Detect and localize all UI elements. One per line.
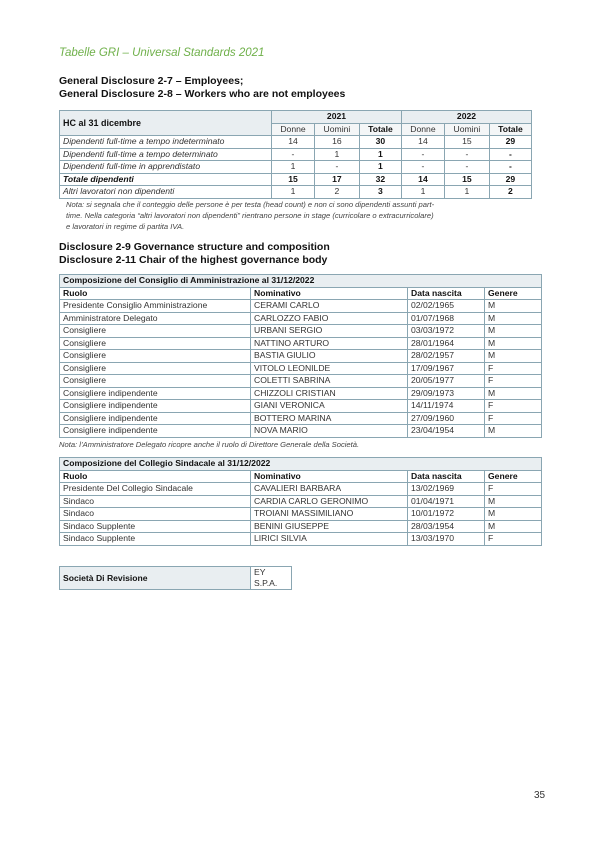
birthdate-cell: 14/11/1974 (408, 400, 485, 413)
gender-cell: M (485, 300, 542, 313)
subheader: Uomini (314, 123, 359, 136)
gender-cell: F (485, 533, 542, 546)
table-row (60, 362, 542, 375)
birthdate-cell: 23/04/1954 (408, 425, 485, 438)
board-note: Nota: l’Amministratore Delegato ricopre anche il ruolo di Direttore Generale della Società. (59, 440, 360, 449)
collegio-table (59, 457, 542, 546)
role-cell: Consigliere (60, 375, 251, 388)
gender-cell: M (485, 312, 542, 325)
table-caption: Composizione del Consiglio di Amministrazione al 31/12/2022 (60, 275, 542, 288)
cell: - (444, 148, 489, 161)
page-number: 35 (534, 790, 546, 801)
table-row (60, 375, 542, 388)
name-cell: CAVALIERI BARBARA (251, 483, 408, 496)
table-row (60, 325, 542, 338)
birthdate-cell: 29/09/1973 (408, 387, 485, 400)
note-line: Nota: si segnala che il conteggio delle persone è per testa (head count) e non ci sono dipendenti assunti part- (66, 200, 435, 209)
row-label: Dipendenti full-time a tempo determinato (60, 148, 272, 161)
row-label: Totale dipendenti (60, 173, 272, 186)
cell: - (489, 148, 531, 161)
column-header: Ruolo (60, 287, 251, 300)
section-title-governance-1: Disclosure 2-9 Governance structure and composition (59, 241, 330, 253)
table-row (60, 350, 542, 363)
row-label: Dipendenti full-time in apprendistato (60, 161, 272, 174)
name-cell: CARLOZZO FABIO (251, 312, 408, 325)
cell: 3 (359, 186, 401, 199)
section-title-governance-2: Disclosure 2-11 Chair of the highest governance body (59, 254, 328, 266)
cell: - (314, 161, 359, 174)
gender-cell: F (485, 362, 542, 375)
cell: 29 (489, 173, 531, 186)
cell: 17 (314, 173, 359, 186)
birthdate-cell: 17/09/1967 (408, 362, 485, 375)
role-cell: Consigliere indipendente (60, 400, 251, 413)
employees-table (59, 110, 532, 199)
cell: 1 (444, 186, 489, 199)
role-cell: Consigliere indipendente (60, 387, 251, 400)
birthdate-cell: 13/03/1970 (408, 533, 485, 546)
table-row-total (60, 173, 532, 186)
cell: 14 (272, 136, 315, 149)
cell: 15 (444, 136, 489, 149)
cell: 14 (401, 136, 444, 149)
table-row (60, 508, 542, 521)
name-cell: CHIZZOLI CRISTIAN (251, 387, 408, 400)
birthdate-cell: 01/07/1968 (408, 312, 485, 325)
table-row (60, 148, 532, 161)
column-header: Data nascita (408, 287, 485, 300)
name-cell: CARDIA CARLO GERONIMO (251, 495, 408, 508)
name-cell: COLETTI SABRINA (251, 375, 408, 388)
role-cell: Presidente Consiglio Amministrazione (60, 300, 251, 313)
role-cell: Consigliere indipendente (60, 425, 251, 438)
table-row (60, 161, 532, 174)
role-cell: Consigliere (60, 362, 251, 375)
cell: - (489, 161, 531, 174)
table-row (60, 412, 542, 425)
section-title-employees-1: General Disclosure 2-7 – Employees; (59, 75, 244, 87)
column-header: Ruolo (60, 470, 251, 483)
birthdate-cell: 27/09/1960 (408, 412, 485, 425)
table-row (60, 520, 542, 533)
role-cell: Sindaco (60, 508, 251, 521)
year-header: 2022 (401, 111, 531, 124)
cell: 16 (314, 136, 359, 149)
table-row (60, 337, 542, 350)
birthdate-cell: 28/03/1954 (408, 520, 485, 533)
gender-cell: M (485, 350, 542, 363)
role-cell: Consigliere (60, 337, 251, 350)
birthdate-cell: 20/05/1977 (408, 375, 485, 388)
cell: 1 (314, 148, 359, 161)
cell: 1 (272, 161, 315, 174)
role-cell: Consigliere (60, 325, 251, 338)
gender-cell: F (485, 412, 542, 425)
name-cell: NATTINO ARTURO (251, 337, 408, 350)
birthdate-cell: 03/03/1972 (408, 325, 485, 338)
cell: 29 (489, 136, 531, 149)
board-table (59, 274, 542, 438)
column-header: Nominativo (251, 470, 408, 483)
name-cell: CERAMI CARLO (251, 300, 408, 313)
cell: - (444, 161, 489, 174)
name-cell: VITOLO LEONILDE (251, 362, 408, 375)
gender-cell: M (485, 337, 542, 350)
role-cell: Sindaco Supplente (60, 533, 251, 546)
cell: 1 (359, 161, 401, 174)
name-cell: GIANI VERONICA (251, 400, 408, 413)
role-cell: Consigliere (60, 350, 251, 363)
gender-cell: M (485, 325, 542, 338)
employees-note (66, 199, 536, 232)
subheader: Uomini (444, 123, 489, 136)
name-cell: LIRICI SILVIA (251, 533, 408, 546)
column-header: Nominativo (251, 287, 408, 300)
cell: 32 (359, 173, 401, 186)
subheader: Donne (272, 123, 315, 136)
gender-cell: M (485, 425, 542, 438)
birthdate-cell: 01/04/1971 (408, 495, 485, 508)
table-header-row (60, 287, 542, 300)
year-header: 2021 (272, 111, 402, 124)
name-cell: NOVA MARIO (251, 425, 408, 438)
gender-cell: F (485, 400, 542, 413)
cell: - (401, 148, 444, 161)
name-cell: URBANI SERGIO (251, 325, 408, 338)
note-line: time. Nella categoria “altri lavoratori non dipendenti” rientrano persone in stage (curricolare o extracurricolare) (66, 211, 434, 220)
birthdate-cell: 28/02/1957 (408, 350, 485, 363)
column-header: Data nascita (408, 470, 485, 483)
auditor-value: EY S.P.A. (251, 567, 292, 590)
table-row (60, 186, 532, 199)
name-cell: BENINI GIUSEPPE (251, 520, 408, 533)
row-label: Altri lavoratori non dipendenti (60, 186, 272, 199)
subheader: Totale (489, 123, 531, 136)
column-header: Genere (485, 470, 542, 483)
birthdate-cell: 13/02/1969 (408, 483, 485, 496)
name-cell: BOTTERO MARINA (251, 412, 408, 425)
table-row (60, 312, 542, 325)
cell: 1 (272, 186, 315, 199)
gender-cell: M (485, 387, 542, 400)
column-header: Genere (485, 287, 542, 300)
table-row (60, 483, 542, 496)
cell: 14 (401, 173, 444, 186)
cell: 1 (401, 186, 444, 199)
table-row (60, 533, 542, 546)
table-row (60, 425, 542, 438)
table-header-row (60, 470, 542, 483)
row-label: Dipendenti full-time a tempo indeterminato (60, 136, 272, 149)
role-cell: Amministratore Delegato (60, 312, 251, 325)
gender-cell: F (485, 483, 542, 496)
name-cell: BASTIA GIULIO (251, 350, 408, 363)
table-row (60, 495, 542, 508)
table-row (60, 400, 542, 413)
gender-cell: M (485, 495, 542, 508)
table-row (60, 300, 542, 313)
auditor-label: Società Di Revisione (60, 567, 251, 590)
table-row (60, 387, 542, 400)
table-caption: Composizione del Collegio Sindacale al 31/12/2022 (60, 458, 542, 471)
birthdate-cell: 28/01/1964 (408, 337, 485, 350)
birthdate-cell: 02/02/1965 (408, 300, 485, 313)
birthdate-cell: 10/01/1972 (408, 508, 485, 521)
gender-cell: F (485, 375, 542, 388)
cell: 30 (359, 136, 401, 149)
subheader: Donne (401, 123, 444, 136)
cell: 15 (444, 173, 489, 186)
name-cell: TROIANI MASSIMILIANO (251, 508, 408, 521)
running-header: Tabelle GRI – Universal Standards 2021 (59, 47, 265, 59)
table-header-row (60, 111, 532, 124)
gender-cell: M (485, 520, 542, 533)
role-cell: Sindaco (60, 495, 251, 508)
role-cell: Presidente Del Collegio Sindacale (60, 483, 251, 496)
gender-cell: M (485, 508, 542, 521)
note-line: e lavoratori in regime di partita IVA. (66, 222, 185, 231)
cell: - (401, 161, 444, 174)
section-title-employees-2: General Disclosure 2-8 – Workers who are not employees (59, 88, 346, 100)
cell: 2 (314, 186, 359, 199)
cell: 1 (359, 148, 401, 161)
table-row (60, 136, 532, 149)
role-cell: Sindaco Supplente (60, 520, 251, 533)
role-cell: Consigliere indipendente (60, 412, 251, 425)
subheader: Totale (359, 123, 401, 136)
auditor-table (59, 566, 292, 590)
cell: - (272, 148, 315, 161)
corner-header: HC al 31 dicembre (60, 111, 272, 136)
cell: 2 (489, 186, 531, 199)
cell: 15 (272, 173, 315, 186)
